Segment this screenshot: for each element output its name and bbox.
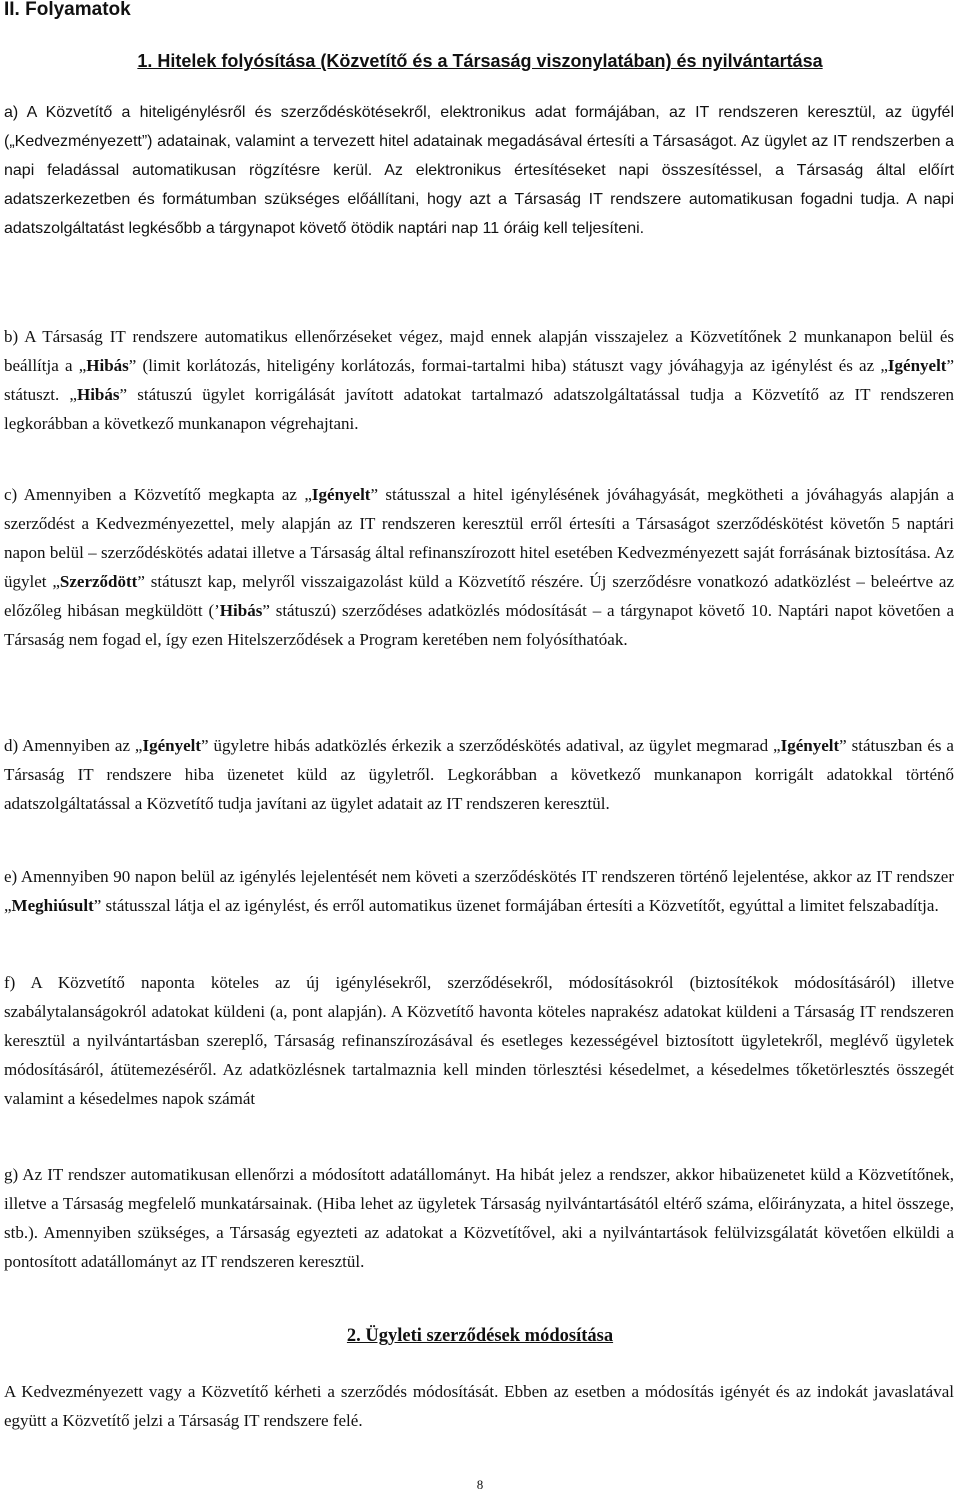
status-term: Szerződött [59,572,138,591]
paragraph-c [4,480,954,654]
paragraph-a [4,98,954,243]
text-run: f) A Közvetítő naponta köteles az új igénylésekről, szerződésekről, módosításokról (biztosítékok módosításáról) illetve szabálytalanságokról adatokat küldeni (a, pont alapján). A Közvetítő havonta köteles naprakész adatokat küldeni a Társaság IT rendszeren keresztül a nyilvántartásban szereplő, Társaság refinanszírozásával és esetleges kezességével biztosított ügyletekről, meglévő ügyletek módosításáról, átütemezéséről. Az adatközlésnek tartalmaznia kell minden törlesztési késedelmet, a késedelmes tőketörlesztés összegét valamint a késedelmes napok számát [4,973,954,1108]
text-run: g) Az IT rendszer automatikusan ellenőrzi a módosított adatállományt. Ha hibát jelez a rendszer, akkor hibaüzenetet küld a Közvetítőnek, illetve a Társaság megfelelő munkatársainak. (Hiba lehet az ügyletek Társaság nyilvántartásától eltérő száma, előirányzata, a hitel összege, stb.). Amennyiben szükséges, a Társaság egyezteti az adatokat a Közvetítővel, aki a nyilvántartások felülvizsgálatát követően elküldi a pontosított adatállományt az IT rendszeren keresztül. [4,1165,954,1271]
text-run: ” státuszt. „ [4,356,954,404]
paragraph-g [4,1160,954,1276]
status-term: Igényelt [311,485,371,504]
text-run: b) A Társaság IT rendszere automatikus ellenőrzéseket végez, majd ennek alapján visszajelez a Közvetítőnek 2 munkanapon belül és beállítja a „ [4,327,954,375]
status-term: Igényelt [887,356,947,375]
text-run: c) Amennyiben a Közvetítő megkapta az „ [4,485,312,504]
text-run: Az elektronikus értesítéseket napi összesítéssel, a Társaság által előírt adatszerkezetben és formátumban szükséges előállítani, hogy azt a Társaság IT rendszere automatikusan fogadni tudja. A napi adatszolgáltatást legkésőbb a tárgynapot követő ötödik naptári nap 11 óráig kell teljesíteni. [4,162,955,237]
text-run: d) Amennyiben az „ [4,736,143,755]
text-run: ” státusszal a hitel igénylésének jóváhagyását, megkötheti a jóváhagyás alapján a szerződést a Kedvezményezettel, mely alapján az IT rendszeren keresztül erről értesíti a Társaságot szerződéskötést követőn 5 naptári napon belül – szerződéskötés adatai illetve a Társaság által refinanszírozott hitel esetében Kedvezményezett saját forrásának biztosítása. Az ügylet „ [4,485,955,591]
text-run: e) Amennyiben 90 napon belül az igénylés lejelentését nem követi a szerződéskötés IT rendszeren történő lejelentése, akkor az IT rendszer „ [4,867,954,915]
subsection-title-2: 2. Ügyleti szerződések módosítása [346,1326,614,1346]
text-run: ” státuszt kap, melyről visszaigazolást küld a Közvetítő részére. Új szerződésre vonatkozó adatközlést – beleértve az előzőleg hibásan megküldött (’ [4,572,954,620]
status-term: Hibás [76,385,120,404]
text-run: ” ügyletre hibás adatközlés érkezik a szerződéskötés adatival, az ügylet megmarad „ [201,736,781,755]
status-term: Hibás [219,601,263,620]
text-run: ” státuszú) szerződéses adatközlés módosítását – a tárgynapot követő 10. Naptári napot követően a Társaság nem fogad el, így ezen Hitelszerződések a Program keretében nem folyósíthatóak. [4,601,954,649]
status-term: Igényelt [780,736,840,755]
page-number: 8 [476,1477,484,1492]
text-run: ” státuszban és a Társaság IT rendszere hiba üzenetet küld az ügyletről. Legkorábban a következő munkanapon korrigált adatokkal történő adatszolgáltatással a Közvetítő tudja javítani az ügylet adatait az IT rendszeren keresztül. [4,736,954,813]
status-term: Meghiúsult [11,896,94,915]
status-term: Hibás [86,356,129,375]
paragraph-e [4,862,954,920]
paragraph-d [4,731,954,818]
text-run: ” (limit korlátozás, hiteligény korlátozás, formai-tartalmi hiba) státuszt vagy jóváhagyja az igénylést és az „ [128,356,888,375]
status-term: Igényelt [142,736,202,755]
paragraph-b [4,322,954,438]
section-heading: II. Folyamatok [4,0,131,20]
paragraph-h [4,1377,954,1435]
text-run: a) A Közvetítő a hiteligénylésről és szerződéskötésekről, elektronikus adat formájában, az IT rendszeren keresztül, az ügyfél („Kedvezményezett”) adatainak, valamint a tervezett hitel adatainak megadásával értesíti a Társaságot. Az ügylet az IT rendszerben a napi feladással automatikusan rögzítésre kerül. [4,104,954,179]
subsection-title-1: 1. Hitelek folyósítása (Közvetítő és a Társaság viszonylatában) és nyilvántartása [137,51,823,71]
text-run: ” státusszal látja el az igénylést, és erről automatikus üzenet formájában értesíti a Közvetítőt, egyúttal a limitet felszabadítja. [93,896,939,915]
paragraph-f [4,968,954,1113]
text-run: A Kedvezményezett vagy a Közvetítő kérheti a szerződés módosítását. Ebben az esetben a módosítás igényét és az indokát javaslatával együtt a Közvetítő jelzi a Társaság IT rendszere felé. [4,1382,954,1430]
text-run: ” státuszú ügylet korrigálását javított adatokat tartalmazó adatszolgáltatással tudja a Közvetítő az IT rendszeren legkorábban a következő munkanapon végrehajtani. [4,385,954,433]
